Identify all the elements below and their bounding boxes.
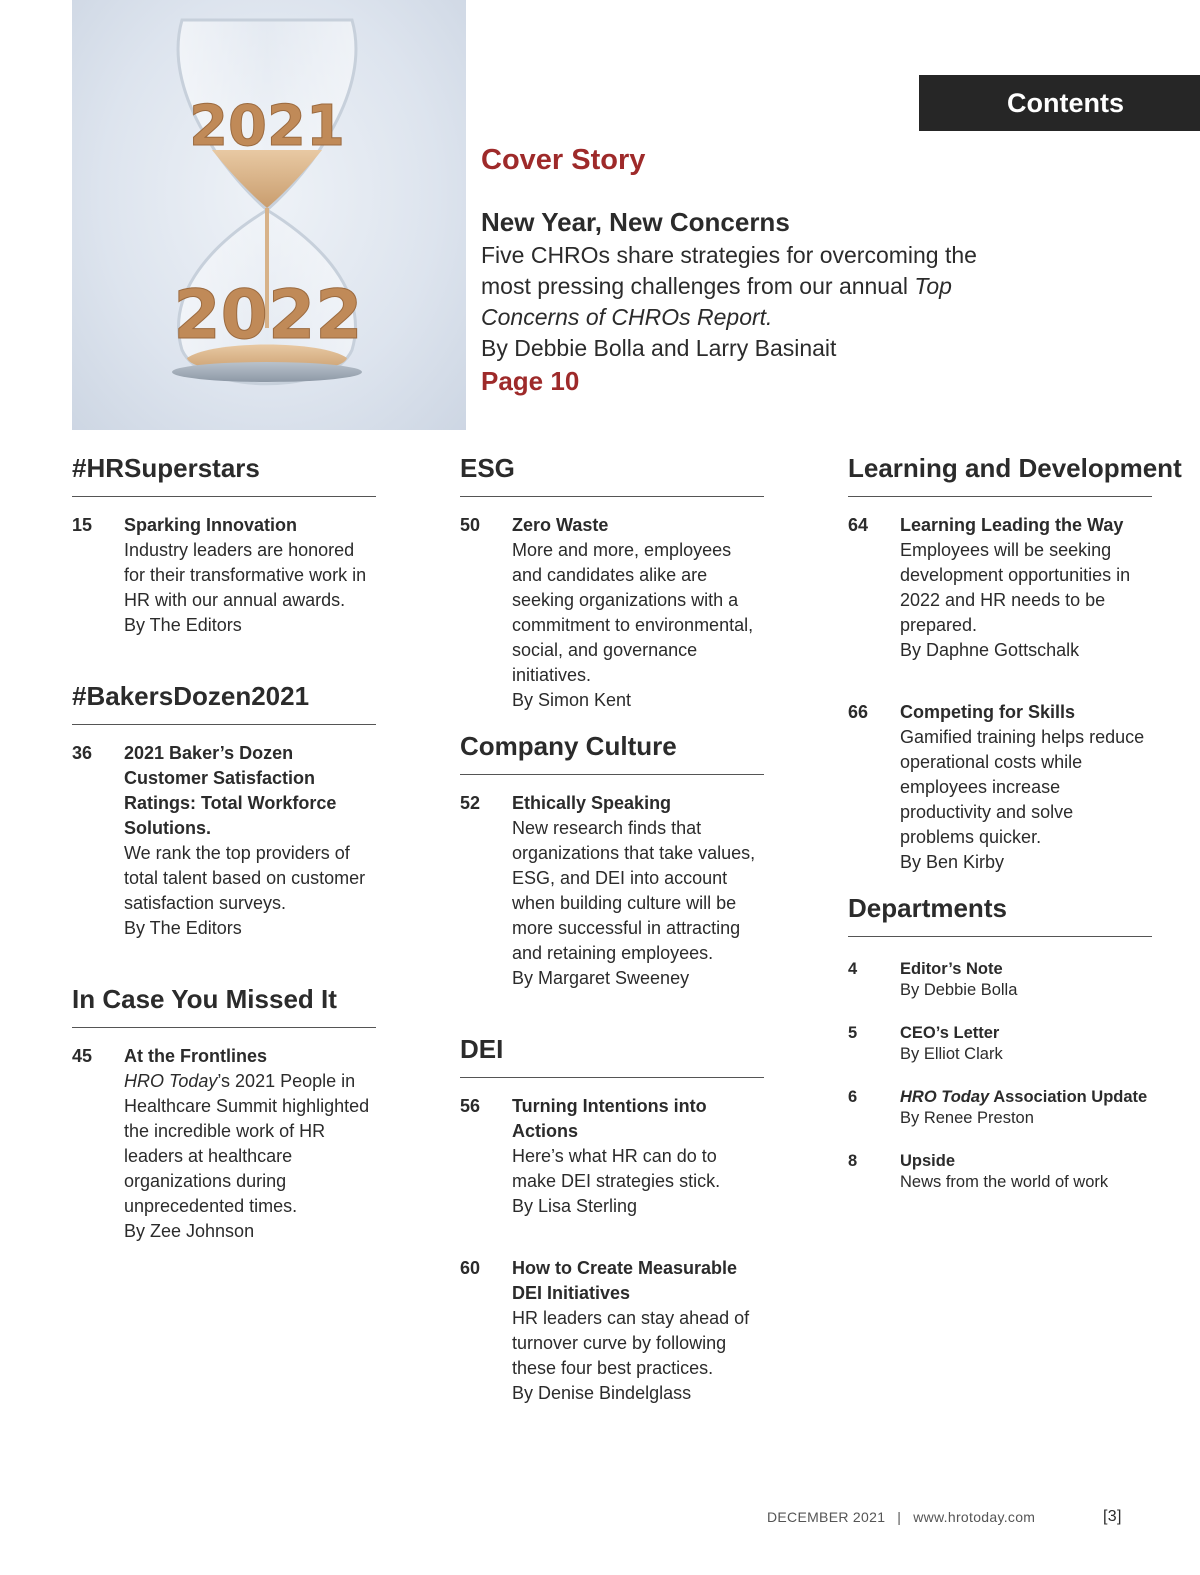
entry-description: We rank the top providers of total talent based on customer satisfaction surveys. bbox=[124, 843, 366, 913]
page-number: 36 bbox=[72, 743, 93, 763]
entry-byline: By Debbie Bolla bbox=[900, 981, 1018, 999]
section-bakers-dozen bbox=[72, 681, 376, 941]
deck-text: Five CHROs share strategies for overcoming the most pressing challenges from our annual bbox=[481, 242, 977, 299]
cover-image bbox=[72, 0, 466, 430]
entry-description: Industry leaders are honored for their transformative work in HR with our annual awards. bbox=[124, 540, 367, 610]
page-footer bbox=[767, 1508, 1122, 1525]
toc-entry[interactable] bbox=[848, 1023, 1152, 1065]
entry-byline: By Daphne Gottschalk bbox=[900, 640, 1080, 660]
page-number: 50 bbox=[460, 515, 481, 535]
toc-entry[interactable] bbox=[72, 513, 376, 638]
entry-description: More and more, employees and candidates alike are seeking organizations with a commitment to environmental, social, and governance initiatives. bbox=[512, 540, 754, 685]
entry-byline: By Renee Preston bbox=[900, 1109, 1034, 1127]
section-title: Company Culture bbox=[460, 731, 764, 775]
section-title: In Case You Missed It bbox=[72, 984, 376, 1028]
toc-entry[interactable] bbox=[460, 1094, 764, 1219]
toc-entry[interactable] bbox=[848, 1087, 1152, 1129]
page-number: 66 bbox=[848, 702, 869, 722]
entry-title: Ethically Speaking bbox=[512, 793, 672, 813]
cover-story-byline: By Debbie Bolla and Larry Basinait bbox=[481, 335, 837, 361]
entry-title: How to Create Measurable DEI Initiatives bbox=[512, 1258, 738, 1303]
entry-title: 2021 Baker’s Dozen Customer Satisfaction Ratings: Total Workforce Solutions. bbox=[124, 743, 337, 838]
footer-separator: | bbox=[897, 1509, 902, 1525]
title-text: Association Update bbox=[989, 1088, 1148, 1106]
section-title: #HRSuperstars bbox=[72, 453, 376, 497]
section-title: #BakersDozen2021 bbox=[72, 681, 376, 725]
section-title: Departments bbox=[848, 893, 1152, 937]
entry-description: Here’s what HR can do to make DEI strategies stick. bbox=[512, 1146, 721, 1191]
entry-byline: By Zee Johnson bbox=[124, 1221, 255, 1241]
section-hrsuperstars bbox=[72, 453, 376, 638]
cover-story-deck bbox=[481, 240, 1001, 333]
entry-title: Editor’s Note bbox=[900, 960, 1003, 978]
section-in-case-you-missed-it bbox=[72, 984, 376, 1244]
page-number: 5 bbox=[848, 1024, 858, 1042]
toc-entry[interactable] bbox=[460, 791, 764, 991]
entry-description: New research finds that organizations that take values, ESG, and DEI into account when building culture will be more successful in attracting and retaining employees. bbox=[512, 818, 756, 963]
toc-entry[interactable] bbox=[72, 741, 376, 941]
section-company-culture bbox=[460, 731, 764, 991]
entry-description: Gamified training helps reduce operational costs while employees increase productivity and solve problems quicker. bbox=[900, 727, 1145, 847]
entry-description: HR leaders can stay ahead of turnover curve by following these four best practices. bbox=[512, 1308, 750, 1378]
hourglass-icon bbox=[72, 0, 466, 430]
cover-story-label: Cover Story bbox=[481, 144, 646, 176]
year-2021-text: 2021 bbox=[189, 94, 345, 159]
section-dei bbox=[460, 1034, 764, 1406]
toc-entry[interactable] bbox=[848, 700, 1152, 875]
entry-title: Competing for Skills bbox=[900, 702, 1076, 722]
section-title: Learning and Development bbox=[848, 453, 1152, 497]
toc-entry[interactable] bbox=[72, 1044, 376, 1244]
entry-title: Learning Leading the Way bbox=[900, 515, 1124, 535]
page-number-footer: [3] bbox=[1103, 1508, 1122, 1525]
section-departments bbox=[848, 893, 1152, 1193]
entry-description bbox=[124, 1069, 376, 1219]
toc-entry[interactable] bbox=[848, 1151, 1152, 1193]
entry-title: Upside bbox=[900, 1152, 956, 1170]
entry-byline: By Elliot Clark bbox=[900, 1045, 1003, 1063]
section-title: ESG bbox=[460, 453, 764, 497]
entry-description: Employees will be seeking development opportunities in 2022 and HR needs to be prepared. bbox=[900, 540, 1131, 635]
page-number: 52 bbox=[460, 793, 481, 813]
page-number: 45 bbox=[72, 1046, 93, 1066]
toc-entry[interactable] bbox=[460, 1256, 764, 1406]
entry-byline: By Margaret Sweeney bbox=[512, 968, 690, 988]
entry-title: At the Frontlines bbox=[124, 1046, 267, 1066]
publication-name: HRO Today bbox=[124, 1071, 218, 1091]
toc-entry[interactable] bbox=[848, 513, 1152, 663]
entry-title bbox=[900, 1087, 1152, 1108]
cover-story-page-link[interactable]: Page 10 bbox=[481, 366, 580, 396]
section-learning-development bbox=[848, 453, 1182, 875]
entry-byline: By Denise Bindelglass bbox=[512, 1383, 692, 1403]
entry-title: Zero Waste bbox=[512, 515, 609, 535]
page-number: 56 bbox=[460, 1096, 481, 1116]
toc-entry[interactable] bbox=[848, 959, 1152, 1001]
page-number: 15 bbox=[72, 515, 93, 535]
entry-byline: By Lisa Sterling bbox=[512, 1196, 638, 1216]
deck-italic-text: Top Concerns of CHROs Report. bbox=[481, 273, 952, 330]
section-esg bbox=[460, 453, 764, 713]
contents-header: Contents bbox=[919, 75, 1200, 131]
cover-story-headline[interactable]: New Year, New Concerns bbox=[481, 207, 790, 237]
page-number: 60 bbox=[460, 1258, 481, 1278]
toc-entry[interactable] bbox=[460, 513, 764, 713]
page-number: 4 bbox=[848, 960, 858, 978]
page-number: 64 bbox=[848, 515, 869, 535]
entry-byline: News from the world of work bbox=[900, 1173, 1109, 1191]
entry-title: Turning Intentions into Actions bbox=[512, 1096, 707, 1141]
section-title: DEI bbox=[460, 1034, 764, 1078]
publication-name: HRO Today bbox=[900, 1088, 990, 1106]
year-2022-text: 2022 bbox=[173, 276, 363, 355]
issue-date: DECEMBER 2021 bbox=[767, 1509, 886, 1525]
entry-title: Sparking Innovation bbox=[124, 515, 298, 535]
description-text: ’s 2021 People in Healthcare Summit highlighted the incredible work of HR leaders at healthcare organizations during unprecedented times. bbox=[124, 1071, 370, 1216]
entry-byline: By Simon Kent bbox=[512, 690, 632, 710]
cover-story bbox=[481, 144, 1001, 397]
website-link[interactable]: www.hrotoday.com bbox=[913, 1509, 1036, 1525]
page-number: 8 bbox=[848, 1152, 858, 1170]
entry-byline: By The Editors bbox=[124, 918, 242, 938]
entry-title: CEO’s Letter bbox=[900, 1024, 1000, 1042]
entry-byline: By The Editors bbox=[124, 615, 242, 635]
page-number: 6 bbox=[848, 1088, 858, 1106]
entry-byline: By Ben Kirby bbox=[900, 852, 1005, 872]
